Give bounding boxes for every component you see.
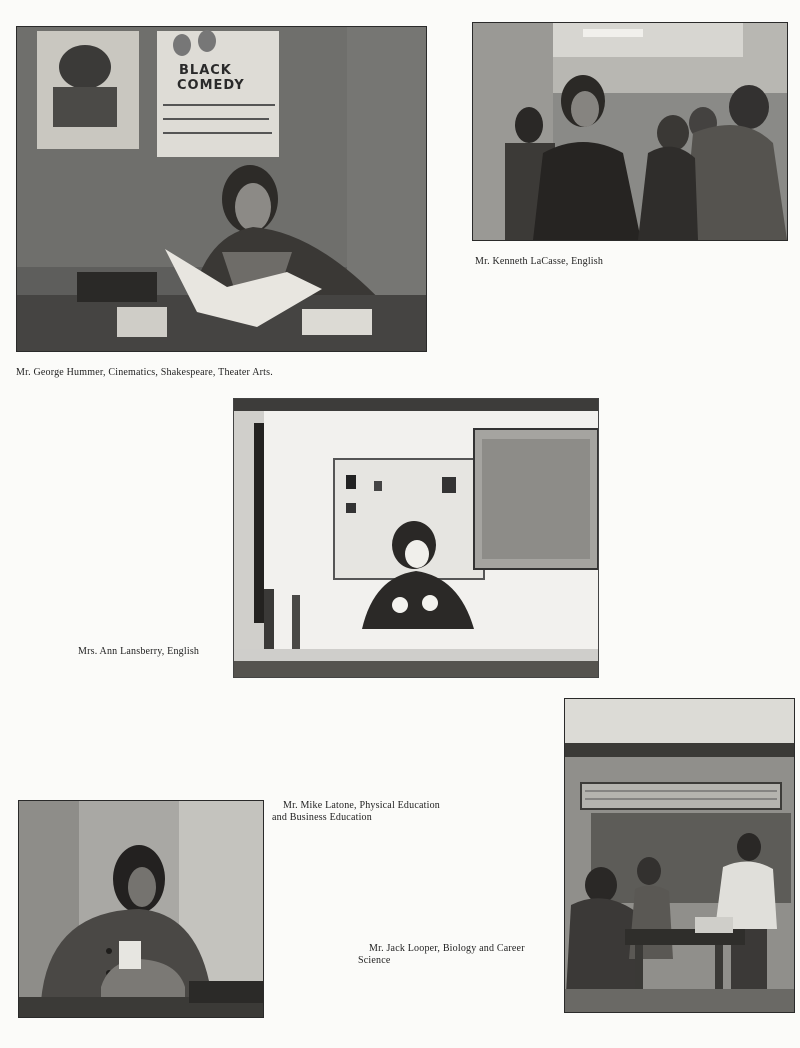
photo-ann-lansberry-image	[234, 399, 598, 677]
photo-mike-latone-image	[19, 801, 263, 1017]
photo-george-hummer	[16, 26, 427, 352]
photo-kenneth-lacasse-image	[473, 23, 787, 240]
caption-mike-latone-line2: and Business Education	[272, 812, 372, 823]
caption-mike-latone-line1: Mr. Mike Latone, Physical Education	[283, 800, 440, 811]
photo-kenneth-lacasse	[472, 22, 788, 241]
photo-ann-lansberry	[233, 398, 599, 678]
caption-ann-lansberry: Mrs. Ann Lansberry, English	[78, 646, 200, 657]
photo-jack-looper	[564, 698, 795, 1013]
caption-jack-looper-line2: Science	[358, 955, 391, 966]
photo-jack-looper-image	[565, 699, 794, 1012]
poster-title-comedy: COMEDY	[177, 78, 245, 93]
caption-kenneth-lacasse: Mr. Kenneth LaCasse, English	[475, 256, 604, 267]
caption-george-hummer: Mr. George Hummer, Cinematics, Shakespeare, Theater Arts.	[16, 367, 273, 378]
photo-mike-latone	[18, 800, 264, 1018]
poster-title-black: BLACK	[179, 63, 232, 78]
caption-jack-looper-line1: Mr. Jack Looper, Biology and Career	[369, 943, 525, 954]
